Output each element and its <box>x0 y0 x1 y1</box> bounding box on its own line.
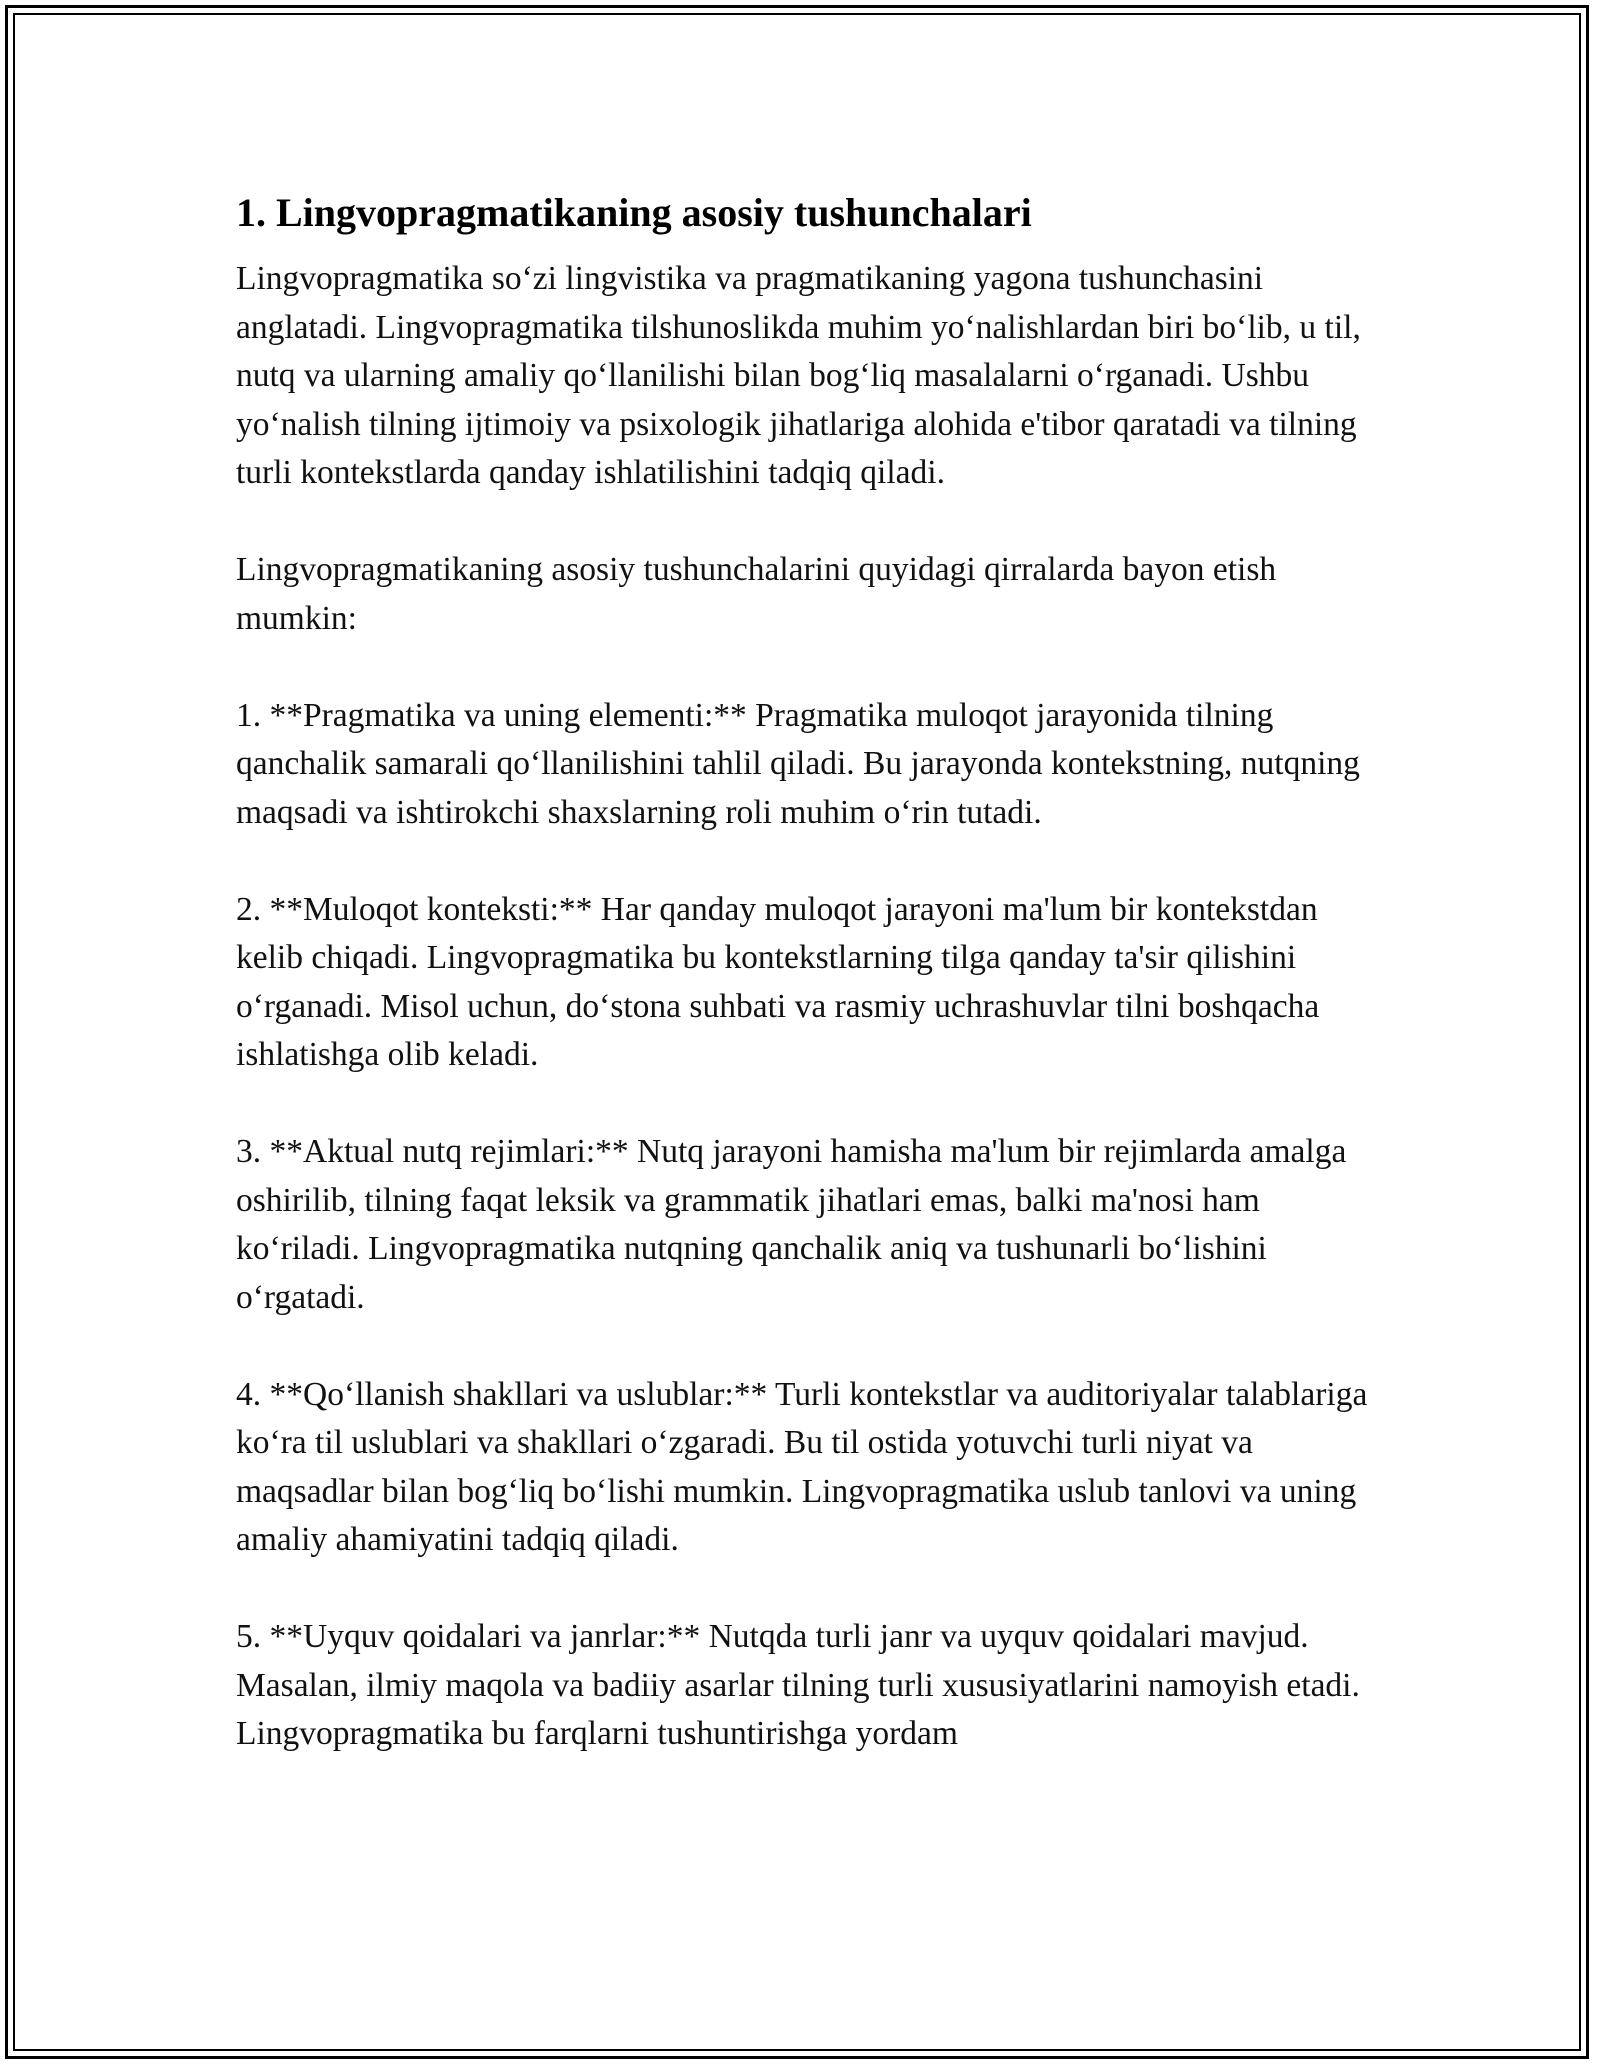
list-item-pragmatika: 1. **Pragmatika va uning elementi:** Pragmatika muloqot jarayonida tilning qanchalik samarali qo‘llanilishini tahlil qiladi. Bu jarayonda kontekstning, nutqning maqsadi va ishtirokchi shaxslarning roli muhim o‘rin tutadi. <box>236 696 1360 831</box>
list-item-janrlar: 5. **Uyquv qoidalari va janrlar:** Nutqda turli janr va uyquv qoidalari mavjud. Masalan, ilmiy maqola va badiiy asarlar tilning turli xususiyatlarini namoyish etadi. Lingvopragmatika bu farqlarni tushuntirishga yordam <box>236 1618 1360 1752</box>
document-body <box>236 185 1386 1807</box>
list-item-muloqot-konteksti: 2. **Muloqot konteksti:** Har qanday muloqot jarayoni ma'lum bir kontekstdan kelib chiqadi. Lingvopragmatika bu kontekstlarning tilga qanday ta'sir qilishini o‘rganadi. Misol uchun, do‘stona suhbati va rasmiy uchrashuvlar tilni boshqacha ishlatishga olib keladi. <box>236 890 1320 1073</box>
list-item-uslublar: 4. **Qo‘llanish shakllari va uslublar:** Turli kontekstlar va auditoriyalar talablariga ko‘ra til uslublari va shakllari o‘zgaradi. Bu til ostida yotuvchi turli niyat va maqsadlar bilan bog‘liq bo‘lishi mumkin. Lingvopragmatika uslub tanlovi va uning amaliy ahamiyatini tadqiq qiladi. <box>236 1375 1368 1558</box>
paragraph-intro: Lingvopragmatika so‘zi lingvistika va pragmatikaning yagona tushunchasini anglatadi. Lingvopragmatika tilshunoslikda muhim yo‘nalishlardan biri bo‘lib, u til, nutq va ularning amaliy qo‘llanilishi bilan bog‘liq masalalarni o‘rganadi. Ushbu yo‘nalish tilning ijtimoiy va psixologik jihatlariga alohida e'tibor qaratadi va tilning turli kontekstlarda qanday ishlatilishini tadqiq qiladi. <box>236 260 1361 491</box>
paragraph-lead-in: Lingvopragmatikaning asosiy tushunchalarini quyidagi qirralarda bayon etish mumkin: <box>236 551 1277 637</box>
section-title: 1. Lingvopragmatikaning asosiy tushunchalari <box>236 190 1032 235</box>
list-item-nutq-rejimlari: 3. **Aktual nutq rejimlari:** Nutq jarayoni hamisha ma'lum bir rejimlarda amalga oshirilib, tilning faqat leksik va grammatik jihatlari emas, balki ma'nosi ham ko‘riladi. Lingvopragmatika nutqning qanchalik aniq va tushunarli bo‘lishini o‘rgatadi. <box>236 1133 1347 1316</box>
